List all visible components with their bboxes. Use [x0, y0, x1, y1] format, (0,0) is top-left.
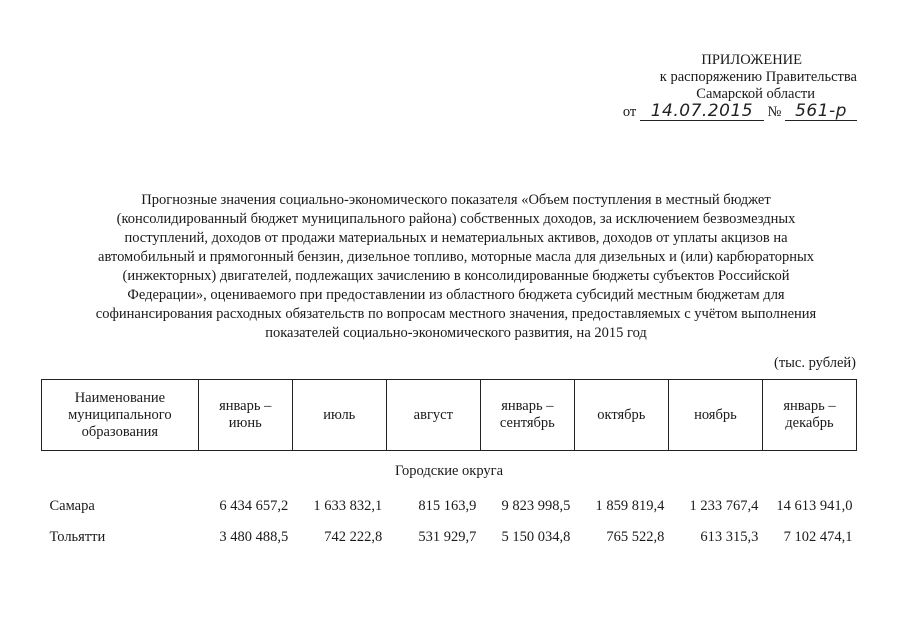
heading-line: Федерации», оцениваемого при предоставлении из областного бюджета субсидий местным бюджетам для [127, 287, 785, 303]
header-november: ноябрь [668, 380, 762, 451]
heading-line: Прогнозные значения социально-экономического показателя «Объем поступления в местный бюджет [141, 192, 771, 208]
header-jan-dec: январь – декабрь [762, 380, 856, 451]
table-row [42, 491, 857, 522]
cell-value: 14 613 941,0 [776, 498, 853, 514]
handwritten-date: 14.07.2015 [640, 103, 764, 121]
heading-line: поступлений, доходов от продажи материальных и нематериальных активов, доходов от уплаты акцизов на [124, 230, 788, 246]
heading-line: (инжекторных) двигателей, подлежащих зачислению в консолидированные бюджеты субъектов Российской [122, 268, 790, 284]
header-municipality: Наименование муниципального образования [42, 380, 199, 451]
cell-value: 3 480 488,5 [219, 529, 289, 545]
date-prefix: от [622, 104, 637, 120]
forecast-table [41, 379, 857, 553]
cell-value: 742 222,8 [324, 529, 383, 545]
cell-value: 765 522,8 [606, 529, 665, 545]
cell-value: 1 859 819,4 [595, 498, 665, 514]
row-name: Самара [49, 498, 95, 514]
appendix-region-line: Самарской области [696, 86, 815, 102]
unit-label: (тыс. рублей) [774, 355, 856, 371]
document-heading [60, 191, 852, 343]
header-jan-sep: январь – сентябрь [480, 380, 574, 451]
heading-line: показателей социально-экономического развития, на 2015 год [265, 325, 647, 341]
appendix-order-line: к распоряжению Правительства [659, 69, 857, 85]
header-july: июль [292, 380, 386, 451]
cell-value: 1 233 767,4 [689, 498, 759, 514]
header-jan-jun: январь – июнь [198, 380, 292, 451]
group-label: Городские округа [394, 462, 504, 479]
table-row [42, 522, 857, 553]
header-august: август [386, 380, 480, 451]
cell-value: 815 163,9 [418, 498, 477, 514]
heading-line: софинансирования расходных обязательств по вопросам местного значения, предоставляемых с учётом выполнения [95, 306, 817, 322]
cell-value: 7 102 474,1 [783, 529, 853, 545]
group-row [42, 451, 857, 492]
cell-value: 9 823 998,5 [501, 498, 571, 514]
cell-value: 5 150 034,8 [501, 529, 571, 545]
handwritten-number: 561-р [785, 103, 857, 121]
cell-value: 613 315,3 [700, 529, 759, 545]
appendix-block [557, 52, 857, 121]
heading-line: (консолидированный бюджет муниципального района) собственных доходов, за исключением безвозмездных [116, 211, 796, 227]
table-header-row [42, 380, 857, 451]
header-october: октябрь [574, 380, 668, 451]
number-prefix: № [767, 104, 782, 120]
cell-value: 1 633 832,1 [313, 498, 383, 514]
appendix-title: ПРИЛОЖЕНИЕ [701, 52, 802, 68]
heading-line: автомобильный и прямогонный бензин, дизельное топливо, моторные масла для дизельных и (или) карбюраторных [98, 249, 814, 265]
appendix-date-number-line [557, 103, 857, 121]
row-name: Тольятти [49, 529, 106, 545]
cell-value: 6 434 657,2 [219, 498, 289, 514]
cell-value: 531 929,7 [418, 529, 477, 545]
